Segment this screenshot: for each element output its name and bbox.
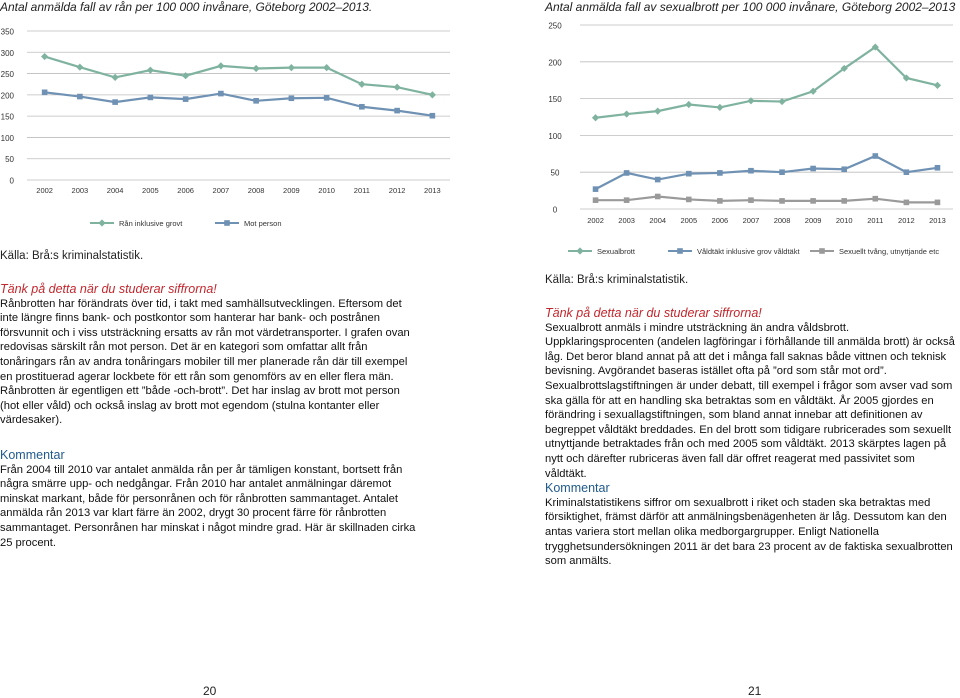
- data-point: [872, 196, 878, 202]
- left-comment-heading: Kommentar: [0, 447, 65, 462]
- x-tick-label: 2013: [424, 186, 441, 195]
- legend-label: Våldtäkt inklusive grov våldtäkt: [697, 247, 800, 256]
- data-point: [592, 114, 599, 121]
- x-tick-label: 2009: [804, 216, 822, 225]
- y-tick-label: 100: [548, 131, 562, 141]
- series-0: [592, 43, 941, 121]
- right-comment-text: Kriminalstatistikens siffror om sexualbrott i riket och staden ska betraktas med försiktighet, främst därför att anmälningsbenägenheten är låg. Dessutom kan den antas variera stort mellan olika medborgargrupper. Enligt Nationella trygghetsundersökningen 2011 är det bara 23 procent av de faktiska sexualbrotten som anmälts.: [545, 496, 953, 568]
- data-point: [217, 62, 224, 69]
- legend-label: Sexualbrott: [597, 247, 635, 256]
- legend-item: [90, 219, 183, 228]
- legend-item: [810, 247, 939, 256]
- left-chart-title: Antal anmälda fall av rån per 100 000 invånare, Göteborg 2002–2013.: [0, 0, 373, 14]
- legend-item: [568, 247, 636, 256]
- data-point: [778, 98, 785, 105]
- data-point: [253, 98, 259, 104]
- x-tick-label: 2011: [867, 216, 884, 225]
- x-tick-label: 2010: [318, 186, 335, 195]
- y-tick-label: 50: [5, 155, 14, 165]
- series-line: [45, 57, 433, 95]
- data-point: [748, 168, 754, 174]
- data-point: [289, 95, 295, 101]
- right-text-column: [545, 306, 955, 569]
- y-tick-label: 50: [550, 168, 560, 178]
- data-point: [288, 64, 295, 71]
- series-line: [596, 196, 938, 202]
- legend-marker: [819, 248, 825, 254]
- y-tick-label: 200: [548, 58, 562, 68]
- legend-label: Mot person: [244, 219, 282, 228]
- legend-item: [668, 247, 800, 256]
- data-point: [654, 108, 661, 115]
- data-point: [841, 166, 847, 172]
- data-point: [42, 90, 48, 96]
- y-tick-label: 100: [0, 133, 14, 143]
- data-point: [810, 198, 816, 204]
- data-point: [624, 170, 630, 176]
- y-tick-label: 150: [0, 112, 14, 122]
- data-point: [655, 194, 661, 200]
- series-1: [42, 90, 435, 119]
- y-tick-label: 200: [0, 91, 14, 101]
- legend-marker: [98, 219, 105, 226]
- right-chart-title: Antal anmälda fall av sexualbrott per 100 000 invånare, Göteborg 2002–2013: [545, 0, 956, 14]
- data-point: [253, 65, 260, 72]
- data-point: [748, 197, 754, 203]
- x-tick-label: 2012: [898, 216, 915, 225]
- x-tick-label: 2009: [283, 186, 300, 195]
- x-tick-label: 2012: [388, 186, 406, 195]
- data-point: [685, 101, 692, 108]
- data-point: [686, 197, 692, 203]
- x-tick-label: 2006: [711, 216, 729, 225]
- series-2: [593, 194, 941, 205]
- x-tick-label: 2011: [353, 186, 370, 195]
- x-tick-label: 2006: [177, 186, 194, 195]
- y-tick-label: 0: [552, 205, 558, 215]
- x-tick-label: 2007: [212, 186, 230, 195]
- data-point: [904, 200, 910, 206]
- data-point: [934, 82, 941, 89]
- left-text-column: [0, 282, 420, 550]
- y-tick-label: 250: [0, 70, 14, 80]
- x-tick-label: 2005: [680, 216, 698, 225]
- data-point: [183, 96, 189, 102]
- legend-marker: [576, 247, 583, 254]
- left-think-text: Rånbrotten har förändrats över tid, i takt med samhällsutvecklingen. Eftersom det inte längre finns bank- och postkontor som hanterar har bank- och postrånen försvunnit och i viss utsträckning ersatts av rån mot värdetransporter. I grafen ovan redovisas särskilt rån mot person. Det är en kategori som omfattar allt från tonåringars rån av andra tonåringars mobiler till mer planerade rån där till exempel en prostituerad agerar lockbete för ett rån som genomförs av en eller flera män. Rånbrotten är egentligen ett ”både -och-brott”. Det har inslag av brott mot person (hot eller våld) och också inslag av brott mot egendom (stulna kontanter eller värdesaker).: [0, 297, 410, 427]
- data-point: [41, 53, 48, 60]
- data-point: [147, 67, 154, 74]
- data-point: [112, 99, 118, 105]
- data-point: [323, 64, 330, 71]
- data-point: [810, 166, 816, 172]
- legend-label: Rån inklusive grovt: [119, 219, 183, 228]
- data-point: [935, 200, 941, 206]
- x-tick-label: 2002: [36, 186, 53, 195]
- data-point: [358, 81, 365, 88]
- legend-marker: [677, 248, 683, 254]
- right-source: Källa: Brå:s kriminalstatistik.: [545, 274, 689, 286]
- data-point: [148, 95, 154, 101]
- x-tick-label: 2004: [649, 216, 667, 225]
- data-point: [872, 153, 878, 159]
- page-number-right: 21: [748, 684, 762, 698]
- x-tick-label: 2002: [587, 216, 604, 225]
- data-point: [324, 95, 330, 101]
- left-comment-text: Från 2004 till 2010 var antalet anmälda rån per år tämligen konstant, bortsett från några smärre upp- och nedgångar. Från 2010 har antalet anmälningar däremot minskat markant, både för personrånen och för rånbrotten sammantaget. Antalet anmälda rån 2013 var klart färre än 2002, drygt 30 procent färre för rånbrotten sammantaget. Personrånen har minskat i något mindre grad. Här är skillnaden cirka 25 procent.: [0, 463, 416, 549]
- x-tick-label: 2003: [71, 186, 89, 195]
- right-comment-heading: Kommentar: [545, 481, 610, 496]
- data-point: [779, 198, 785, 204]
- data-point: [716, 104, 723, 111]
- right-think-heading: Tänk på detta när du studerar siffrorna!: [545, 306, 762, 320]
- x-tick-label: 2004: [106, 186, 124, 195]
- data-point: [717, 198, 723, 204]
- legend-label: Sexuellt tvång, utnyttjande etc: [839, 247, 940, 256]
- data-point: [686, 171, 692, 177]
- x-tick-label: 2005: [142, 186, 159, 195]
- x-tick-label: 2007: [742, 216, 760, 225]
- x-tick-label: 2008: [247, 186, 265, 195]
- data-point: [623, 110, 630, 117]
- right-think-text: Sexualbrott anmäls i mindre utsträckning än andra våldsbrott. Uppklaringsprocenten (andelen lagföringar i förhållande till anmälda brott) är också låg. Det beror bland annat på att det i många fall saknas både vittnen och teknisk bevisning. Avgörandet baseras istället ofta på ”ord som står mot ord”. Sexualbrottslagstiftningen är under debatt, till exempel i frågor som avser vad som ska gälla för att en handling ska betraktas som en våldtäkt. År 2005 gjordes en förändring i sexuallagstiftningen, som bland annat innebar att definitionen av begreppet våldtäkt breddades. En del brott som tidigare rubricerades som sexuellt utnyttjande betraktades från och med 2005 som våldtäkt. 2013 skärptes lagen på nytt och därefter rubriceras även fall där offret reagerat med passivitet som våldtäkt.: [545, 321, 955, 480]
- y-tick-label: 150: [548, 95, 562, 105]
- robbery-line-chart: [0, 20, 450, 260]
- data-point: [430, 113, 436, 119]
- data-point: [76, 64, 83, 71]
- data-point: [112, 74, 119, 81]
- y-tick-label: 0: [9, 176, 14, 186]
- data-point: [624, 197, 630, 203]
- series-0: [41, 53, 436, 99]
- legend-item: [215, 219, 282, 228]
- y-tick-label: 250: [548, 21, 562, 31]
- left-source: Källa: Brå:s kriminalstatistik.: [0, 250, 144, 262]
- data-point: [935, 165, 941, 171]
- y-tick-label: 350: [0, 27, 14, 37]
- data-point: [841, 198, 847, 204]
- x-tick-label: 2008: [773, 216, 791, 225]
- x-tick-label: 2013: [929, 216, 946, 225]
- data-point: [593, 197, 599, 203]
- data-point: [717, 170, 723, 176]
- data-point: [394, 108, 400, 114]
- y-tick-label: 300: [0, 48, 14, 58]
- page-number-left: 20: [203, 684, 217, 698]
- sexual-offences-line-chart: [540, 20, 960, 260]
- x-tick-label: 2010: [835, 216, 853, 225]
- left-think-heading: Tänk på detta när du studerar siffrorna!: [0, 282, 217, 296]
- data-point: [218, 91, 224, 97]
- series-line: [596, 47, 938, 118]
- data-point: [394, 84, 401, 91]
- data-point: [655, 177, 661, 183]
- data-point: [593, 186, 599, 192]
- x-tick-label: 2003: [618, 216, 635, 225]
- legend-marker: [224, 220, 230, 226]
- data-point: [429, 91, 436, 98]
- data-point: [359, 104, 365, 110]
- series-line: [45, 92, 433, 115]
- data-point: [904, 169, 910, 175]
- data-point: [77, 94, 83, 100]
- data-point: [779, 169, 785, 175]
